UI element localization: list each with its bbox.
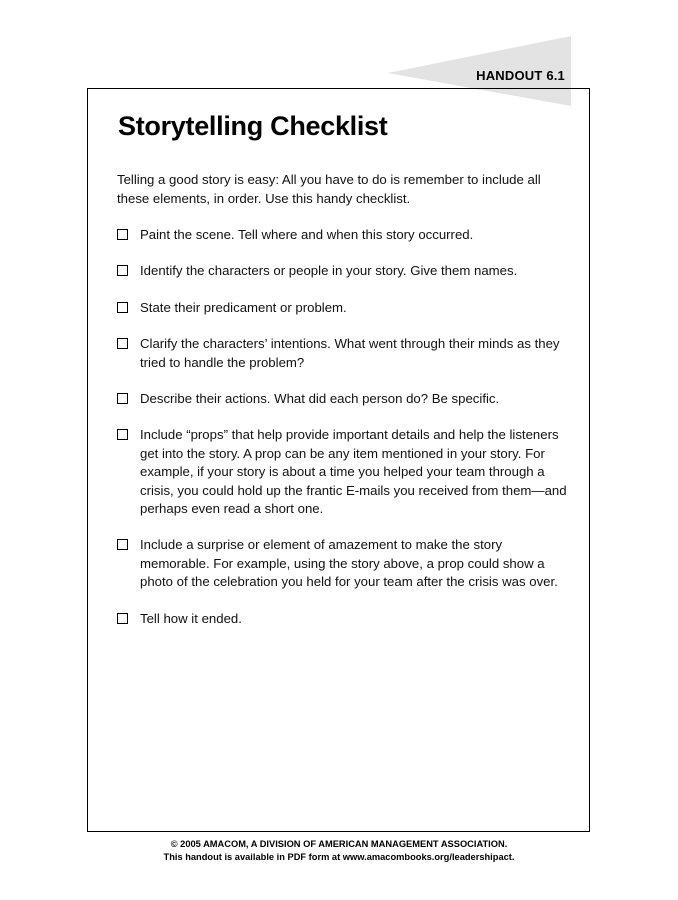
checkbox-icon[interactable] [117,393,128,404]
checklist-item [117,262,572,280]
checkbox-icon[interactable] [117,338,128,349]
availability-line: This handout is available in PDF form at www.amacombooks.org/leadershipact. [163,851,515,862]
checkbox-icon[interactable] [117,229,128,240]
checklist-item [117,390,572,408]
handout-label: HANDOUT 6.1 [476,68,565,83]
checklist-item-text: Include “props” that help provide important details and help the listeners get into the story. A prop can be any item mentioned in your story. For example, if your story is about a time you helped your team through a crisis, you could hold up the frantic E-mails you received from them—and perhaps even read a short one. [140,427,567,517]
storytelling-checklist [117,226,572,646]
page-title: Storytelling Checklist [118,111,388,141]
checkbox-icon[interactable] [117,539,128,550]
checklist-item-text: Paint the scene. Tell where and when this story occurred. [140,227,474,242]
page-footer [0,838,678,863]
checklist-item-text: Tell how it ended. [140,610,242,626]
checkbox-icon[interactable] [117,613,128,624]
checklist-item-text: State their predicament or problem. [140,299,347,315]
checklist-item-text: Include a surprise or element of amazement to make the story memorable. For example, using the story above, a prop could show a photo of the celebration you held for your team after the crisis was over. [140,537,558,590]
checkbox-icon[interactable] [117,429,128,440]
checkbox-icon[interactable] [117,302,128,313]
checklist-item [117,610,572,628]
checklist-item [117,335,572,372]
checklist-item [117,226,572,244]
checklist-item-text: Describe their actions. What did each person do? Be specific. [140,391,500,407]
checkbox-icon[interactable] [117,265,128,276]
checklist-item [117,426,572,518]
checklist-item [117,299,572,317]
checklist-item-text: Clarify the characters’ intentions. What went through their minds as they tried to handle the problem? [140,336,560,370]
checklist-item [117,536,572,591]
checklist-item-text: Identify the characters or people in your story. Give them names. [140,263,518,279]
copyright-line: © 2005 AMACOM, A DIVISION OF AMERICAN MANAGEMENT ASSOCIATION. [170,839,508,849]
intro-paragraph: Telling a good story is easy: All you have to do is remember to include all these elements, in order. Use this handy checklist. [117,172,541,206]
